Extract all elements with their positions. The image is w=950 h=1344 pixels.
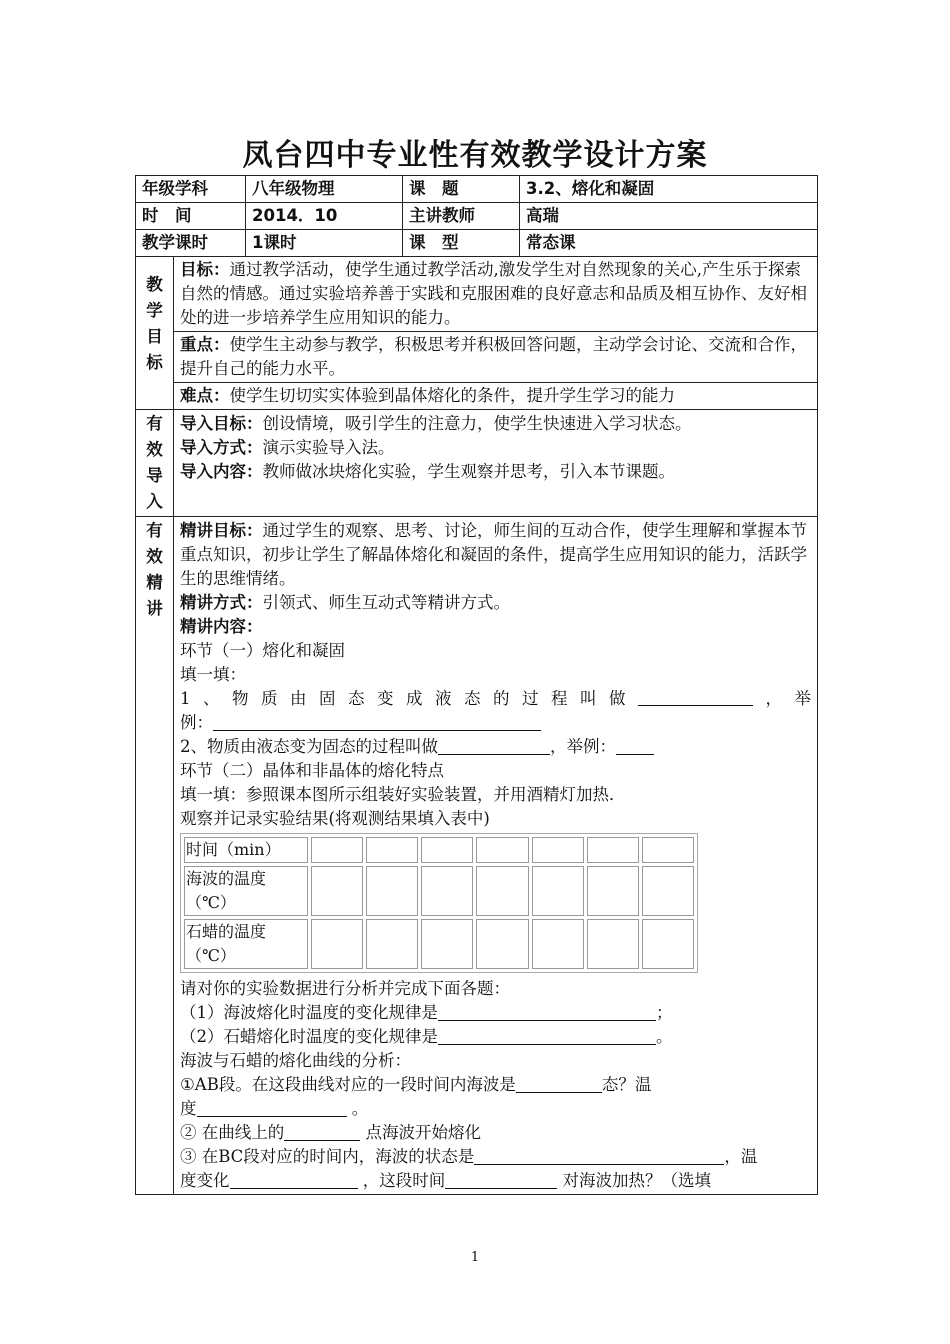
- answer-blank[interactable]: [213, 712, 541, 731]
- design-table: [135, 175, 818, 1195]
- goals-row-target: [136, 257, 818, 332]
- section-1-heading: 环节（一）熔化和凝固: [180, 641, 345, 660]
- answer-blank[interactable]: [638, 687, 753, 706]
- answer-blank[interactable]: [197, 1098, 347, 1117]
- answer-blank[interactable]: [616, 736, 654, 755]
- answer-blank[interactable]: [438, 736, 550, 755]
- lecture-row: [136, 517, 818, 1195]
- answer-blank[interactable]: [438, 1002, 656, 1021]
- goals-row-hard: [136, 383, 818, 410]
- topic-value: 3.2、熔化和凝固: [520, 176, 818, 203]
- answer-blank[interactable]: [445, 1170, 557, 1189]
- intro-section-label: 有 效 导 入: [136, 410, 174, 517]
- intro-row: [136, 410, 818, 517]
- goals-section-label: 教 学 目 标: [136, 257, 174, 410]
- lecture-goal: 精讲目标：通过学生的观察、思考、讨论，师生间的互动合作，使学生理解和掌握本节重点知识，初步让学生了解晶体熔化和凝固的条件，提高学生应用知识的能力，活跃学生的思维情绪。: [180, 521, 807, 588]
- table-row: 石蜡的温度（℃）: [184, 919, 694, 969]
- topic-label: 课 题: [403, 176, 520, 203]
- page-number: 1: [470, 1250, 480, 1265]
- answer-blank[interactable]: [516, 1074, 602, 1093]
- time-label: 时 间: [136, 203, 246, 230]
- header-row-2: [136, 203, 818, 230]
- experiment-record-table: [180, 833, 698, 973]
- lecture-content: 精讲目标：通过学生的观察、思考、讨论，师生间的互动合作，使学生理解和掌握本节重点知识，初步让学生了解晶体熔化和凝固的条件，提高学生应用知识的能力，活跃学生的思维情绪。 精讲方式：引领式、师生互动式等精讲方式。 精讲内容： 环节（一）熔化和凝固 填一填： 1 、 物 质 由 固 态 变 成 液 态 的 过 程 叫 做 ， 举 例： 2、物质由液态变为固态的过程叫做 ，举例： 环节（二）晶体和非晶体的熔化特点 填一填：参照课本图所示组装好实验装置，并用酒精灯加热． 观察并记录实验结果(将观测结果填入表中) 时间（min） 海波的温度（℃） 石蜡的温度（℃） 请对你的实验数据进行分析并完成下面各题： （1）海波熔化时温度的变化规律是 ； （2）石蜡熔化时温度的变化规律是 。 海波与石蜡的熔化曲线的分析： ①AB段。在这段曲线对应的一段时间内海波是 态？温 度 。 ② 在曲线上的 点海波开始熔化 ③ 在BC段对应的时间内，海波的状态是 ，温 度变化 ，这段时间 对海波加热？（选填: [174, 517, 818, 1195]
- grade-subject-value: 八年级物理: [246, 176, 403, 203]
- header-row-3: [136, 230, 818, 257]
- lesson-type-value: 常态课: [520, 230, 818, 257]
- page-title: 凤台四中专业性有效教学设计方案: [242, 138, 708, 173]
- answer-blank[interactable]: [438, 1026, 656, 1045]
- teacher-label: 主讲教师: [403, 203, 520, 230]
- lesson-type-label: 课 型: [403, 230, 520, 257]
- goals-target: 目标：通过教学活动，使学生通过教学活动,激发学生对自然现象的关心,产生乐于探索自然的情感。通过实验培养善于实践和克服困难的良好意志和品质及相互协作、友好相处的进一步培养学生应用知识的能力。: [174, 257, 818, 332]
- answer-blank[interactable]: [230, 1170, 358, 1189]
- intro-content: 导入目标：创设情境，吸引学生的注意力，使学生快速进入学习状态。 导入方式：演示实验导入法。 导入内容：教师做冰块熔化实验，学生观察并思考，引入本节课题。: [174, 410, 818, 517]
- answer-blank[interactable]: [474, 1146, 724, 1165]
- lecture-content-label: 精讲内容：: [180, 617, 263, 636]
- teacher-value: 高瑞: [520, 203, 818, 230]
- table-row: 时间（min）: [184, 837, 694, 863]
- lesson-count-value: 1课时: [246, 230, 403, 257]
- table-row: 海波的温度（℃）: [184, 866, 694, 916]
- section-2-heading: 环节（二）晶体和非晶体的熔化特点: [180, 761, 444, 780]
- grade-subject-label: 年级学科: [136, 176, 246, 203]
- goals-row-key: [136, 332, 818, 383]
- goals-hard-point: 难点：使学生切切实实体验到晶体熔化的条件，提升学生学习的能力: [174, 383, 818, 410]
- lecture-section-label: 有 效 精 讲: [136, 517, 174, 1195]
- goals-key-point: 重点：使学生主动参与教学，积极思考并积极回答问题，主动学会讨论、交流和合作，提升自己的能力水平。: [174, 332, 818, 383]
- fill-in-label: 填一填：: [180, 665, 246, 684]
- time-value: 2014．10: [246, 203, 403, 230]
- question-1-line: 1 、 物 质 由 固 态 变 成 液 态 的 过 程 叫 做 ， 举: [180, 689, 811, 708]
- header-row-1: [136, 176, 818, 203]
- answer-blank[interactable]: [284, 1122, 360, 1141]
- lesson-count-label: 教学课时: [136, 230, 246, 257]
